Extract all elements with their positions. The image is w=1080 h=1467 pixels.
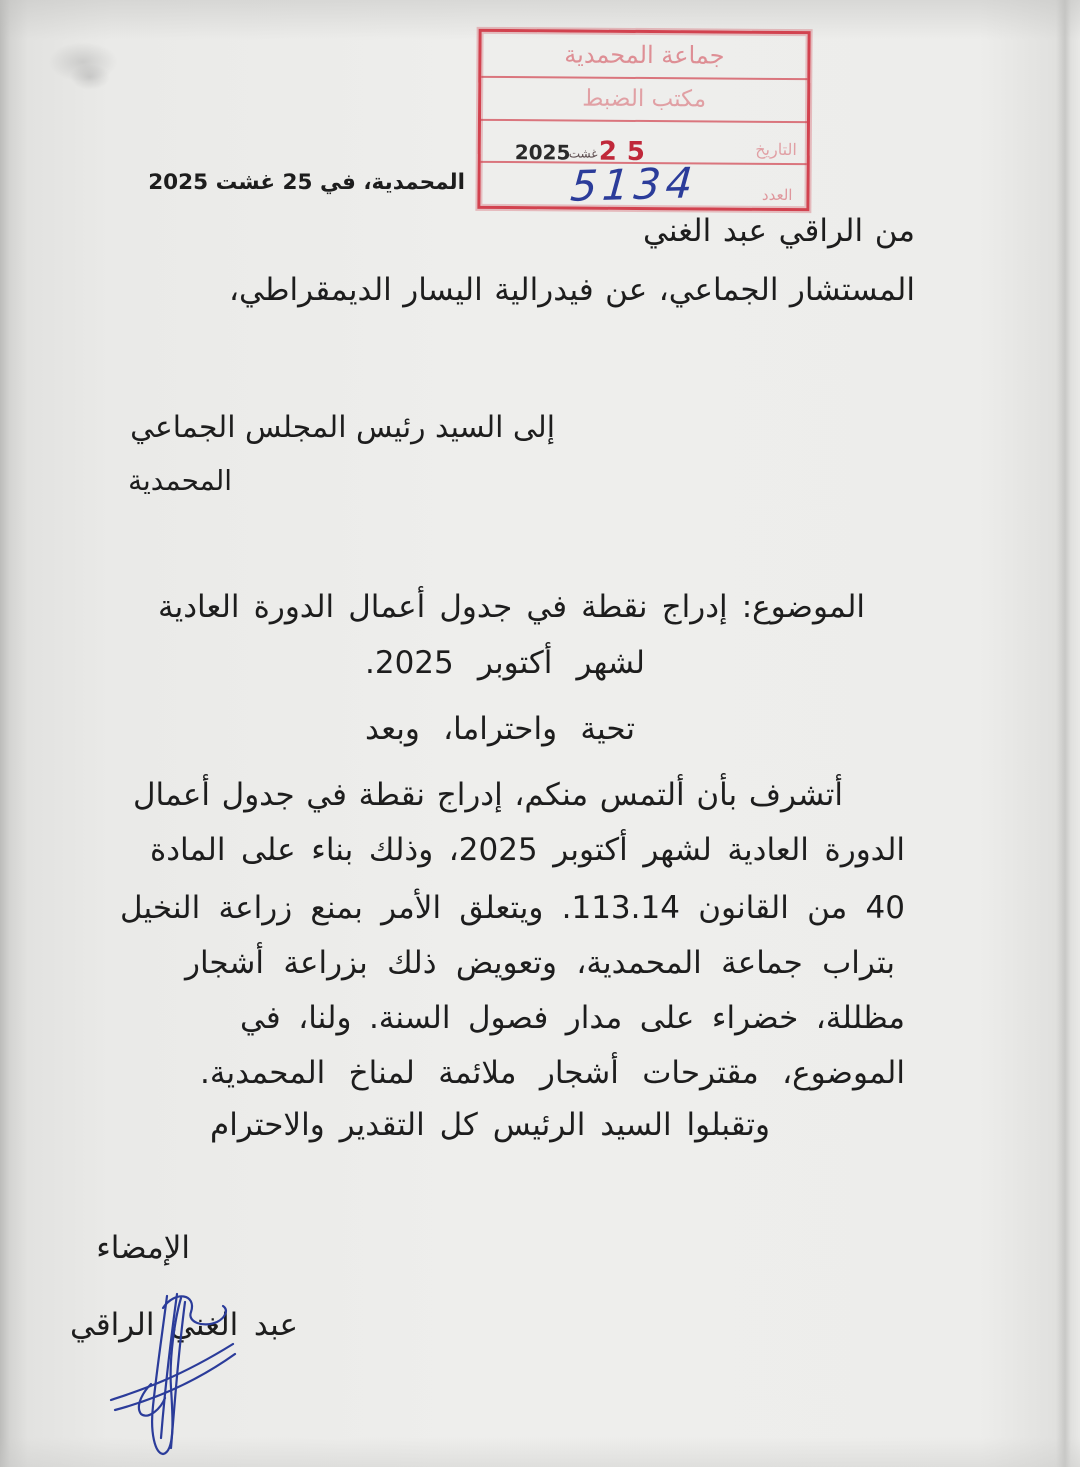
- stamp-rule: [481, 119, 807, 123]
- handwritten-signature: [105, 1288, 240, 1458]
- body-line: مظللة، خضراء على مدار فصول السنة. ولنا، في: [240, 1000, 905, 1036]
- greeting: تحية واحتراما، وبعد: [365, 711, 635, 747]
- recipient-city: المحمدية: [128, 464, 232, 497]
- stamp-institution: جماعة المحمدية: [564, 40, 725, 70]
- place-date: المحمدية، في 25 غشت 2025: [148, 170, 465, 195]
- scan-smudge: [70, 64, 110, 90]
- stamp-rule: [481, 76, 807, 80]
- stamp-date-month: غشت: [568, 146, 598, 161]
- stamp-office: مكتب الضبط: [582, 85, 707, 113]
- sender-name: من الراقي عبد الغني: [643, 213, 915, 249]
- body-line: أتشرف بأن ألتمس منكم، إدراج نقطة في جدول أعمال: [133, 777, 843, 813]
- sender-title: المستشار الجماعي، عن فيدرالية اليسار الديمقراطي،: [229, 272, 915, 308]
- recipient-addressee: إلى السيد رئيس المجلس الجماعي: [130, 410, 555, 445]
- body-line: 40 من القانون 113.14. ويتعلق الأمر بمنع زراعة النخيل: [119, 890, 905, 926]
- closing-line: وتقبلوا السيد الرئيس كل التقدير والاحترام: [210, 1107, 770, 1143]
- registry-stamp: [477, 29, 810, 211]
- signer-name: عبد الغني الراقي: [70, 1307, 298, 1343]
- body-line: الدورة العادية لشهر أكتوبر 2025، وذلك بناء على المادة: [150, 832, 905, 868]
- body-line: الموضوع، مقترحات أشجار ملائمة لمناخ المحمدية.: [200, 1055, 905, 1091]
- subject-line: الموضوع: إدراج نقطة في جدول أعمال الدورة العادية: [158, 589, 865, 625]
- stamp-date-year: 2025: [514, 140, 571, 165]
- signature-label: الإمضاء: [96, 1230, 190, 1266]
- stamp-number-label: العدد: [761, 185, 793, 205]
- body-line: بتراب جماعة المحمدية، وتعويض ذلك بزراعة أشجار: [185, 945, 895, 981]
- stamp-registration-number: 5134: [568, 158, 700, 211]
- stamp-date-day: 25: [598, 136, 656, 168]
- stamp-date-label: التاريخ: [755, 139, 797, 160]
- subject-line: لشهر أكتوبر 2025.: [365, 645, 645, 681]
